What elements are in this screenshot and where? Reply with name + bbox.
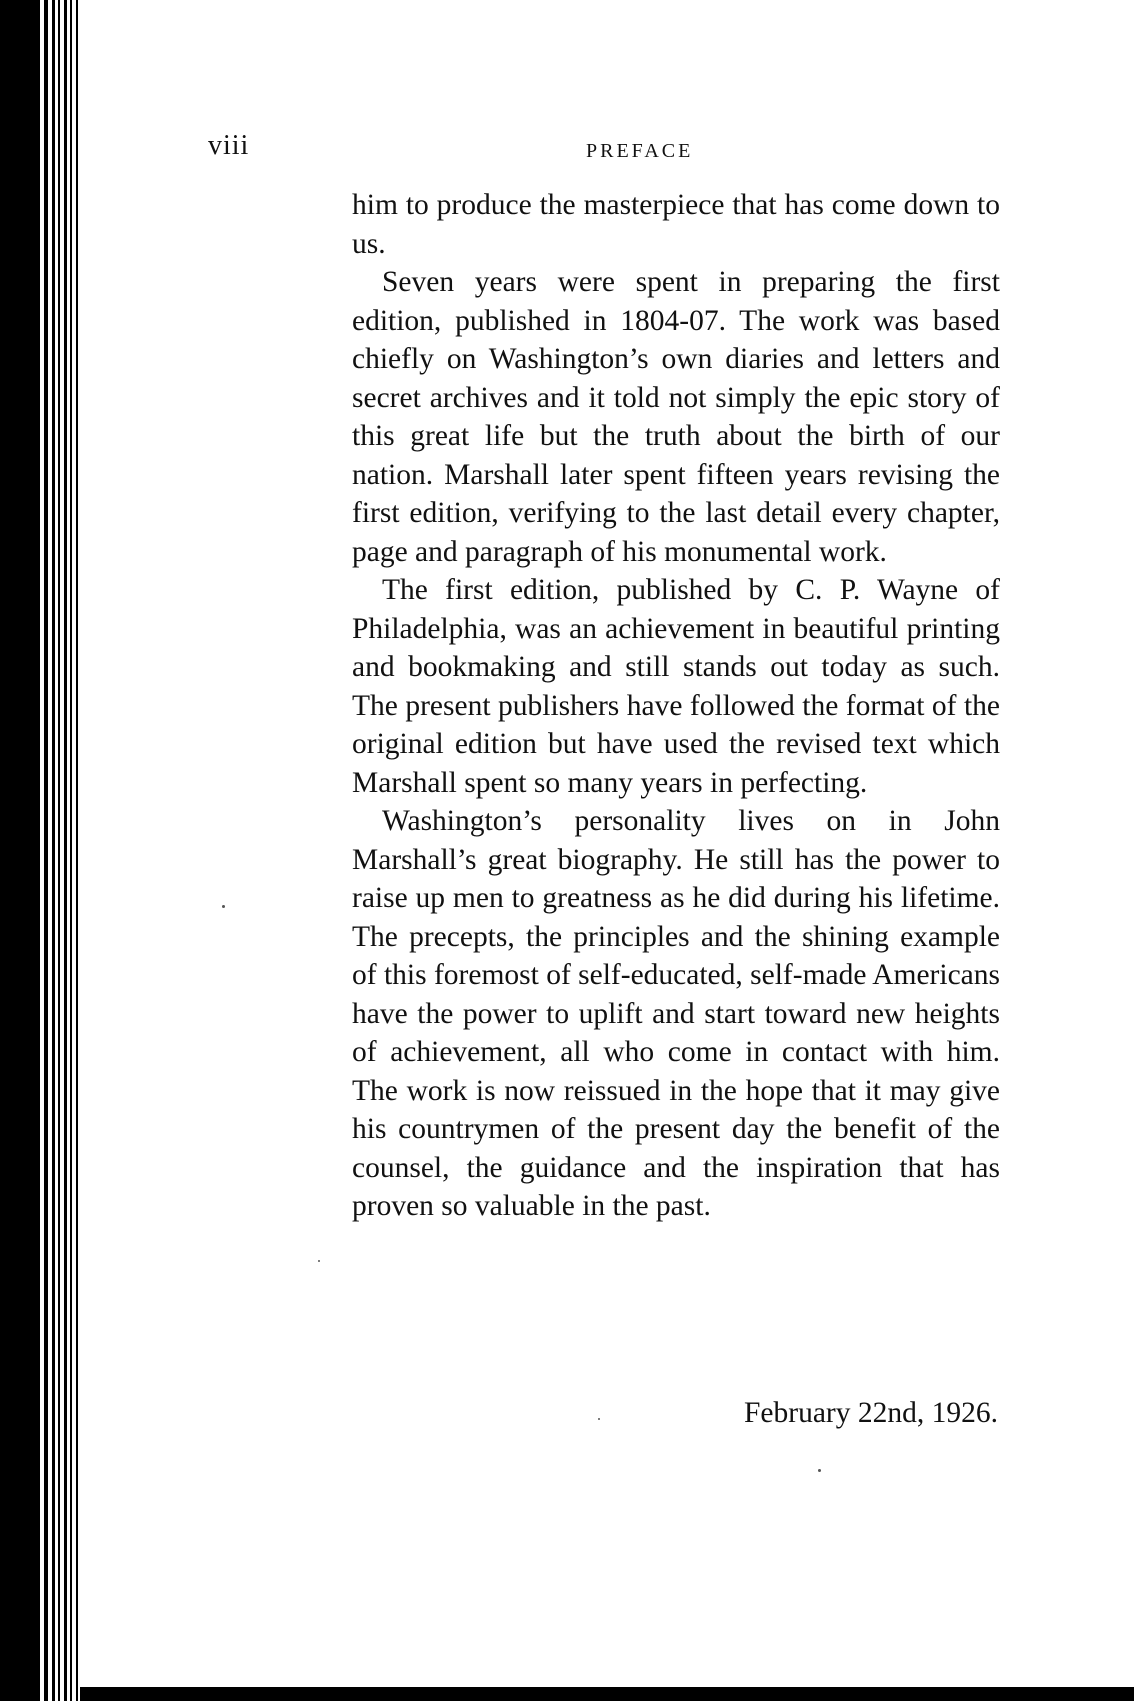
gutter-bar — [76, 0, 78, 1701]
paragraph: The first edition, published by C. P. Wayne of Philadelphia, was an achievement in beautiful printing and bookmaking and still stands out today as such. The present publishers have followed the format of the original edition but have used the revised text which Marshall spent so many years in perfecting. — [352, 574, 1000, 799]
gutter-bar — [44, 0, 48, 1701]
paragraph: Washington’s personality lives on in John Marshall’s great biography. He still has the power to raise up men to greatness as he did during his lifetime. The precepts, the principles and the shining example of this foremost of self-educated, self-made Americans have the power to uplift and start toward new heights of achievement, all who come in contact with him. The work is now reissued in the hope that it may give his countrymen of the present day the benefit of the counsel, the guidance and the inspiration that has proven so valuable in the past. — [352, 805, 1000, 1222]
gutter-bar — [64, 0, 67, 1701]
scan-speck — [318, 1260, 320, 1262]
page-gutter — [0, 0, 90, 1701]
gutter-bar — [0, 0, 40, 1701]
page-bottom-edge — [80, 1687, 1134, 1701]
paragraph: him to produce the masterpiece that has come down to us. — [352, 189, 1000, 260]
scan-speck — [222, 905, 225, 908]
gutter-bar — [52, 0, 55, 1701]
body-text — [352, 186, 1000, 1226]
page-number: viii — [208, 130, 250, 161]
gutter-bar — [70, 0, 72, 1701]
running-head: PREFACE — [586, 140, 694, 162]
gutter-bar — [58, 0, 60, 1701]
scan-speck — [818, 1469, 821, 1472]
date-line: February 22nd, 1926. — [744, 1397, 998, 1429]
scan-speck — [598, 1418, 600, 1420]
paragraph: Seven years were spent in preparing the first edition, published in 1804-07. The work was based chiefly on Washington’s own diaries and letters and secret archives and it told not simply the epic story of this great life but the truth about the birth of our nation. Marshall later spent fifteen years revising the first edition, verifying to the last detail every chapter, page and paragraph of his monumental work. — [352, 266, 1000, 568]
